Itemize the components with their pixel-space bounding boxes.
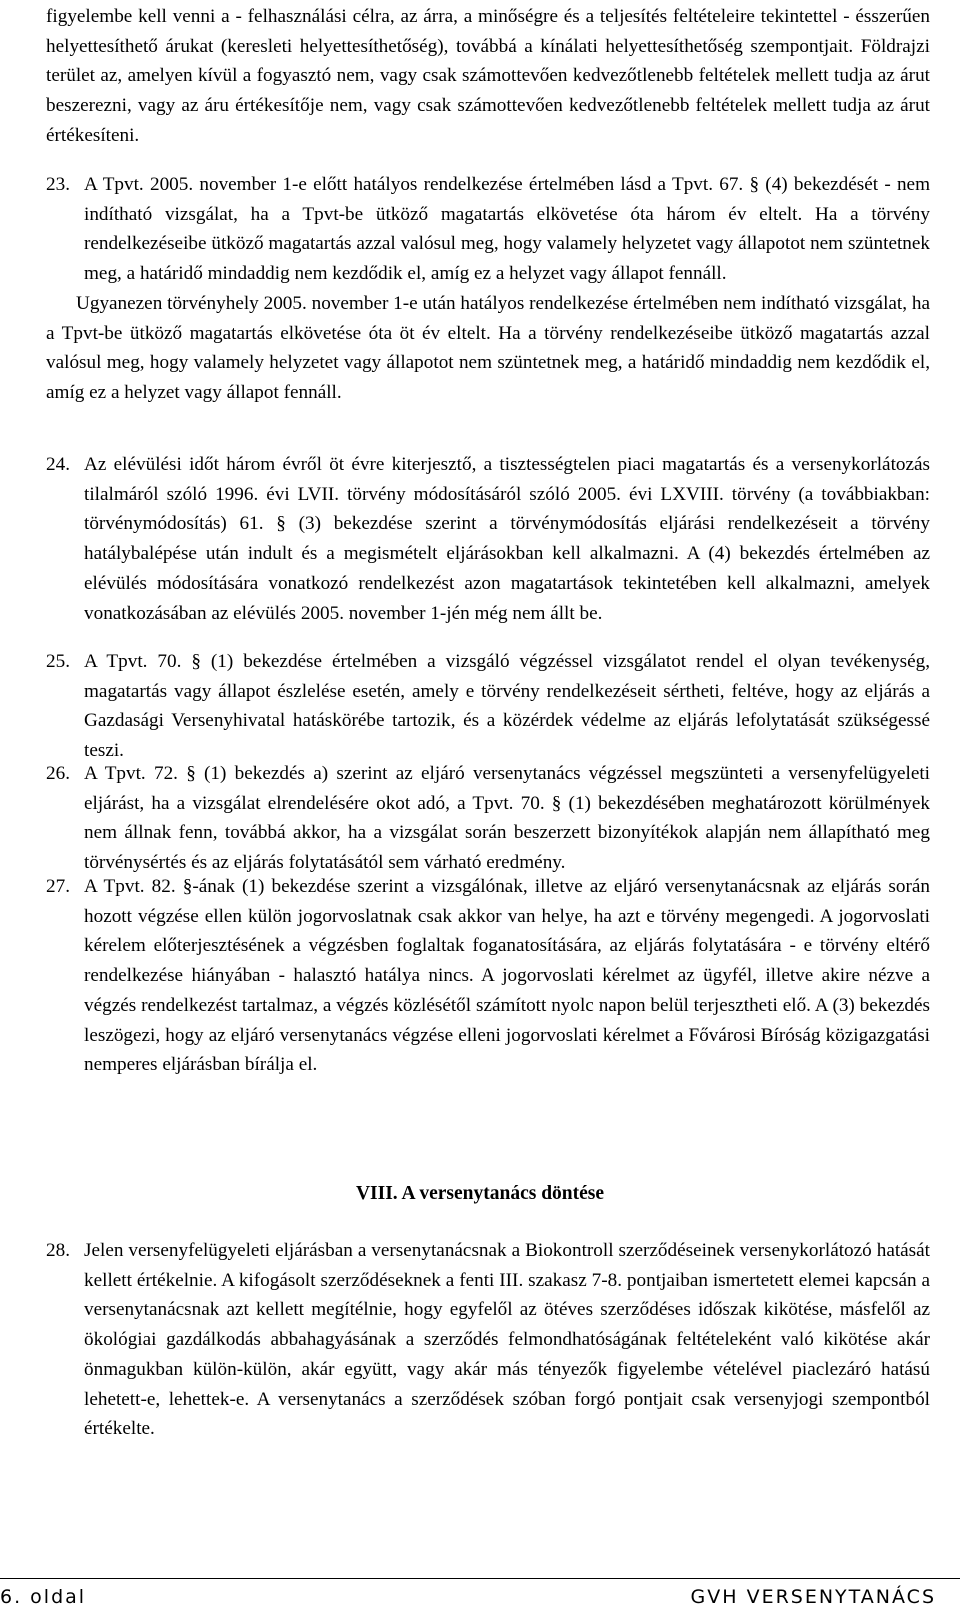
paragraph-28: [46, 1236, 930, 1444]
intro-paragraph: figyelembe kell venni a - felhasználási célra, az árra, a minőségre és a teljesítés feltételeire tekintettel - ésszerűen helyettesíthető árukat (keresleti helyettesíthetőség), továbbá a kínálati helyettesíthetőség szempontjait. Földrajzi terület az, amelyen kívül a fogyasztó nem, vagy csak számottevően kedvezőtlenebb feltételek mellett tudja az árut beszerezni, vagy az áru értékesítője nem, vagy csak számottevően kedvezőtlenebb feltételek mellett tudja az árut értékesíteni.: [46, 6, 930, 146]
footer-page-number: 6. oldal: [0, 1586, 87, 1608]
footer-organization: GVH VERSENYTANÁCS: [690, 1586, 936, 1608]
paragraph-text: A Tpvt. 2005. november 1-e előtt hatályos rendelkezése értelmében lásd a Tpvt. 67. § (4) bekezdését - nem indítható vizsgálat, ha a Tpvt-be ütköző magatartás elkövetése óta három év eltelt. Ha a törvény rendelkezéseibe ütköző magatartás azzal valósul meg, hogy valamely helyzetet vagy állapotot nem szüntetnek meg, a határidő mindaddig nem kezdődik el, amíg ez a helyzet vagy állapot fennáll.: [84, 174, 930, 285]
paragraph-number: 24.: [46, 454, 70, 475]
paragraph-27: [46, 872, 930, 1080]
paragraph-text: A Tpvt. 82. §-ának (1) bekezdése szerint a vizsgálónak, illetve az eljáró versenytanácsnak az eljárás során hozott végzése ellen külön jogorvoslatnak csak akkor van helye, ha azt e törvény megengedi. A jogorvoslati kérelem előterjesztésének a végzésben foglaltak foganatosítására, az eljárás folytatására - e törvény eltérő rendelkezése hiányában - halasztó hatálya nincs. A jogorvoslati kérelmet az ügyfél, illetve akire nézve a végzés rendelkezést tartalmaz, a végzés közlésétől számított nyolc napon belül terjesztheti elő. A (3) bekezdés leszögezi, hogy az eljáró versenytanács végzése elleni jogorvoslati kérelmet a Fővárosi Bíróság közigazgatási nemperes eljárásban bírálja el.: [84, 876, 930, 1076]
paragraph-26: [46, 759, 930, 878]
paragraph-number: 25.: [46, 651, 70, 672]
paragraph-24: [46, 450, 930, 628]
paragraph-25: [46, 647, 930, 766]
paragraph-number: 27.: [46, 876, 70, 897]
paragraph-text: Az elévülési időt három évről öt évre kiterjesztő, a tisztességtelen piaci magatartás és a versenykorlátozás tilalmáról szóló 1996. évi LVII. törvény módosításáról szóló 2005. évi LXVIII. törvény (a továbbiakban: törvénymódosítás) 61. § (3) bekezdése szerint a törvénymódosítás eljárási rendelkezéseit a törvény hatálybalépése után indult és a megismételt eljárásokban kell alkalmazni. A (4) bekezdés értelmében az elévülés módosítására vonatkozó rendelkezést azon magatartások tekintetében kell alkalmazni, amelyek vonatkozásában az elévülés 2005. november 1-jén még nem állt be.: [84, 454, 930, 624]
section-heading: VIII. A versenytanács döntése: [355, 1183, 605, 1204]
footer-divider: [0, 1578, 960, 1579]
paragraph-text: Jelen versenyfelügyeleti eljárásban a versenytanácsnak a Biokontroll szerződéseinek versenykorlátozó hatását kellett értékelnie. A kifogásolt szerződéseknek a fenti III. szakasz 7-8. pontjaiban ismertetett elemei kapcsán a versenytanácsnak azt kellett megítélnie, hogy egyfelől az ötéves szerződéses időszak kikötése, másfelől az ökológiai gazdálkodás abbahagyásának a szerződés felmondhatóságának feltételeként való kikötése akár önmagukban külön-külön, akár együtt, vagy akár más tényezők figyelembe vételével piaclezáró hatású lehetett-e, lehettek-e. A versenytanács a szerződések szóban forgó pontjait csak versenyjogi szempontból értékelte.: [84, 1240, 930, 1440]
paragraph-23: [46, 170, 930, 408]
paragraph-text-continued: Ugyanezen törvényhely 2005. november 1-e után hatályos rendelkezése értelmében nem indítható vizsgálat, ha a Tpvt-be ütköző magatartás elkövetése óta öt év eltelt. Ha a törvény rendelkezéseibe ütköző magatartás azzal valósul meg, hogy valamely helyzetet vagy állapotot nem szüntetnek meg, a határidő mindaddig nem kezdődik el, amíg ez a helyzet vagy állapot fennáll.: [46, 292, 930, 403]
paragraph-text: A Tpvt. 72. § (1) bekezdés a) szerint az eljáró versenytanács végzéssel megszünteti a versenyfelügyeleti eljárást, ha a vizsgálat elrendelésére okot adó, a Tpvt. 70. § (1) bekezdésében meghatározott körülmények nem állnak fenn, továbbá akkor, ha a vizsgálat során beszerzett bizonyítékok alapján nem állapítható meg törvénysértés és az eljárás folytatásától sem várható eredmény.: [84, 763, 930, 874]
paragraph-number: 23.: [46, 174, 70, 195]
paragraph-text: A Tpvt. 70. § (1) bekezdése értelmében a vizsgáló végzéssel vizsgálatot rendel el olyan tevékenység, magatartás vagy állapot észlelése esetén, amely e törvény rendelkezéseit sértheti, feltéve, hogy az eljárás a Gazdasági Versenyhivatal hatáskörébe tartozik, és a közérdek védelme az eljárás lefolytatását szükségessé teszi.: [84, 651, 930, 762]
paragraph-number: 28.: [46, 1240, 70, 1261]
paragraph-number: 26.: [46, 763, 70, 784]
